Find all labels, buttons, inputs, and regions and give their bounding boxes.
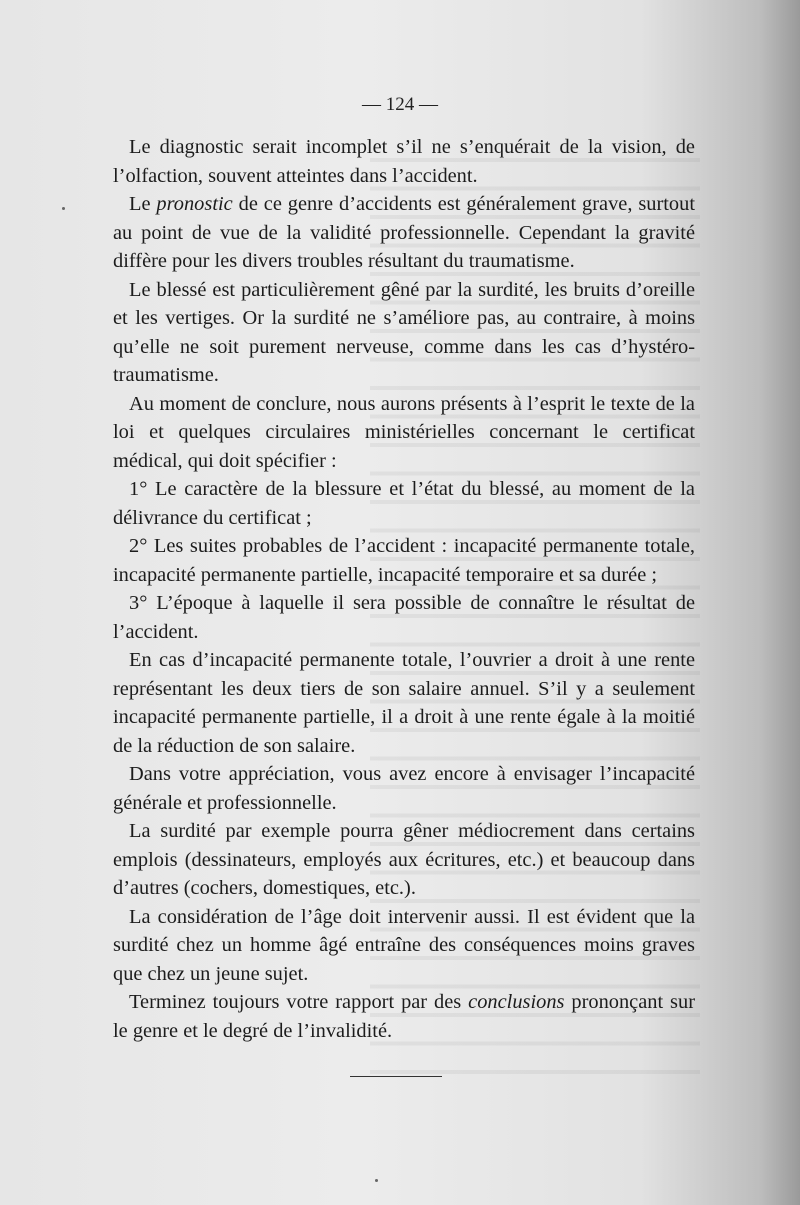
paragraph-appreciation: Dans votre appréciation, vous avez encore à envisager l’incapacité générale et professionnelle.	[113, 763, 695, 814]
paragraph-conclusions-lead: Terminez toujours votre rapport par des	[129, 991, 469, 1013]
paragraph-pronostic	[113, 190, 695, 276]
paragraph-pronostic-lead: Le	[129, 193, 157, 215]
paragraph-conclure: Au moment de conclure, nous aurons présents à l’esprit le texte de la loi et quelques circulaires ministérielles concernant le certificat médical, qui doit spécifier :	[113, 392, 695, 472]
term-pronostic: pronostic	[156, 193, 233, 215]
list-item-1: 1° Le caractère de la blessure et l’état du blessé, au moment de la délivrance du certificat ;	[113, 478, 695, 529]
paragraph-conclusions-rest: prononçant sur le genre et le degré de l’invalidité.	[113, 991, 695, 1042]
body-text	[113, 133, 695, 1045]
paper-speck	[62, 207, 65, 210]
page-number: — 124 —	[362, 94, 438, 115]
paragraph-conclusions	[113, 988, 695, 1045]
term-conclusions: conclusions	[468, 991, 565, 1013]
list-item-2: 2° Les suites probables de l’accident : incapacité permanente totale, incapacité permanente partielle, incapacité temporaire et sa durée ;	[113, 535, 695, 586]
paper-speck	[375, 1179, 378, 1182]
paragraph-pronostic-rest: de ce genre d’accidents est généralement grave, surtout au point de vue de la validité professionnelle. Cependant la gravité diffère pour les divers troubles résultant du traumatisme.	[113, 193, 695, 272]
closing-rule	[350, 1076, 442, 1077]
paragraph-age: La considération de l’âge doit intervenir aussi. Il est évident que la surdité chez un homme âgé entraîne des conséquences moins graves que chez un jeune sujet.	[113, 905, 695, 985]
list-item-3: 3° L’époque à laquelle il sera possible de connaître le résultat de l’accident.	[113, 592, 695, 643]
paragraph-rente: En cas d’incapacité permanente totale, l’ouvrier a droit à une rente représentant les deux tiers de son salaire annuel. S’il y a seulement incapacité permanente partielle, il a droit à une rente égale à la moitié de la réduction de son salaire.	[113, 649, 695, 757]
paragraph-vision: Le diagnostic serait incomplet s’il ne s’enquérait de la vision, de l’olfaction, souvent atteintes dans l’accident.	[113, 136, 695, 187]
paragraph-exemple: La surdité par exemple pourra gêner médiocrement dans certains emplois (dessinateurs, employés aux écritures, etc.) et beaucoup dans d’autres (cochers, domestiques, etc.).	[113, 820, 695, 899]
paragraph-surdite: Le blessé est particulièrement gêné par la surdité, les bruits d’oreille et les vertiges. Or la surdité ne s’améliore pas, au contraire, à moins qu’elle ne soit purement nerveuse, comme dans les cas d’hystéro-traumatisme.	[113, 278, 695, 386]
